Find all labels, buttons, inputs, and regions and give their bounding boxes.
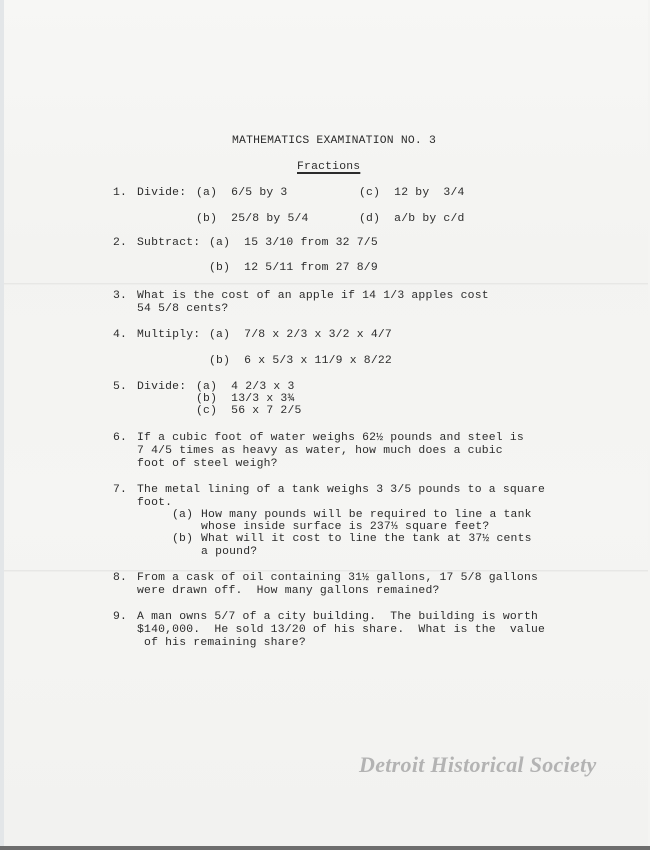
question-text-line: of his remaining share?: [137, 637, 306, 649]
question-part-a: (a) 6/5 by 3: [196, 187, 288, 199]
question-label: Divide:: [137, 381, 187, 393]
question-text-line: The metal lining of a tank weighs 3 3/5 pounds to a square: [137, 484, 546, 496]
question-text-line: 54 5/8 cents?: [137, 303, 229, 315]
question-part-a: (a) 4 2/3 x 3: [196, 381, 295, 393]
question-label: Multiply:: [137, 329, 201, 341]
question-text-line: From a cask of oil containing 31½ gallons, 17 5/8 gallons: [137, 572, 539, 584]
question-part-a-label: (a): [172, 509, 194, 521]
question-text-line: were drawn off. How many gallons remained?: [137, 585, 440, 597]
question-part-b-line: a pound?: [201, 546, 258, 558]
exam-paper: [4, 0, 648, 846]
question-number: 8.: [113, 572, 128, 584]
question-text-line: If a cubic foot of water weighs 62½ pounds and steel is: [137, 432, 524, 444]
paper-fold-line: [4, 283, 648, 285]
question-part-b: (b) 12 5/11 from 27 8/9: [209, 262, 378, 274]
question-number: 4.: [113, 329, 128, 341]
question-part-a: (a) 15 3/10 from 32 7/5: [209, 237, 378, 249]
question-part-b: (b) 13/3 x 3¾: [196, 393, 295, 405]
question-part-a: (a) 7/8 x 2/3 x 3/2 x 4/7: [209, 329, 392, 341]
question-text-line: 7 4/5 times as heavy as water, how much does a cubic: [137, 445, 503, 457]
question-number: 3.: [113, 290, 128, 302]
exam-title: MATHEMATICS EXAMINATION NO. 3: [232, 135, 437, 147]
question-part-b: (b) 25/8 by 5/4: [196, 213, 309, 225]
question-label: Divide:: [137, 187, 187, 199]
question-part-a-line: whose inside surface is 237⅓ square feet?: [201, 521, 490, 533]
scan-bottom-edge: [0, 846, 650, 850]
watermark-text: Detroit Historical Society: [359, 752, 597, 777]
question-text-line: What is the cost of an apple if 14 1/3 apples cost: [137, 290, 489, 302]
question-number: 7.: [113, 484, 128, 496]
question-number: 9.: [113, 611, 128, 623]
question-part-c: (c) 56 x 7 2/5: [196, 405, 302, 417]
question-part-a-line: How many pounds will be required to line a tank: [201, 509, 532, 521]
question-number: 6.: [113, 432, 128, 444]
question-part-b-label: (b): [172, 533, 194, 545]
question-number: 2.: [113, 237, 128, 249]
question-text-line: foot.: [137, 497, 173, 509]
question-label: Subtract:: [137, 237, 201, 249]
question-part-b-line: What will it cost to line the tank at 37½ cents: [201, 533, 532, 545]
question-text-line: A man owns 5/7 of a city building. The building is worth: [137, 611, 539, 623]
question-number: 1.: [113, 187, 128, 199]
question-part-c: (c) 12 by 3/4: [359, 187, 465, 199]
question-text-line: foot of steel weigh?: [137, 458, 278, 470]
question-text-line: $140,000. He sold 13/20 of his share. What is the value: [137, 624, 546, 636]
question-part-d: (d) a/b by c/d: [359, 213, 465, 225]
question-number: 5.: [113, 381, 128, 393]
exam-subtitle: Fractions: [297, 161, 361, 173]
question-part-b: (b) 6 x 5/3 x 11/9 x 8/22: [209, 355, 392, 367]
